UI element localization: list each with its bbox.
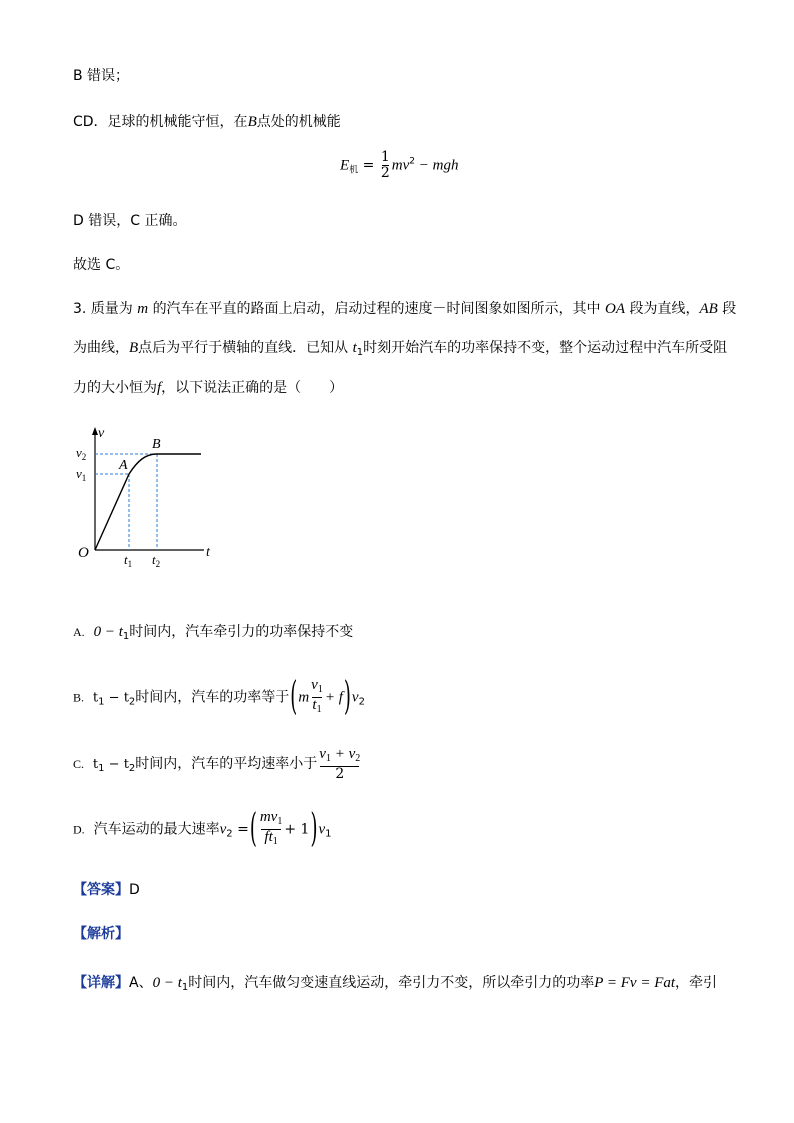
option-d-vv: v bbox=[318, 821, 326, 838]
option-b-v: v bbox=[351, 689, 359, 706]
option-b-range: t bbox=[92, 690, 99, 706]
option-c-num: v bbox=[319, 745, 326, 762]
option-b-den: t bbox=[312, 697, 317, 713]
option-d-eq: = bbox=[232, 821, 249, 838]
cd-point: B bbox=[247, 114, 257, 130]
option-b-label: B. bbox=[73, 690, 85, 705]
question-line-3 bbox=[73, 378, 343, 398]
option-c-range: t bbox=[92, 757, 99, 772]
option-c-text: 时间内，汽车的平均速率小于 bbox=[135, 756, 318, 772]
eq-e: E bbox=[340, 157, 350, 174]
option-b-plus-f: + f bbox=[324, 689, 343, 706]
option-d-plus1: + 1 bbox=[284, 821, 310, 838]
origin-label: O bbox=[78, 545, 89, 561]
eq-sub: 机 bbox=[349, 165, 359, 176]
q-oa: OA bbox=[605, 301, 626, 317]
q-ab: AB bbox=[699, 301, 718, 317]
detail-tail: ，牵引 bbox=[675, 975, 718, 991]
option-d-fraction bbox=[260, 810, 283, 849]
question-line-1 bbox=[73, 299, 736, 319]
eq-mv: mv bbox=[391, 157, 410, 174]
text-choose: 故选 C。 bbox=[73, 257, 130, 273]
v2-label: $v_2$ bbox=[76, 445, 87, 462]
option-d-num: mv bbox=[259, 809, 278, 825]
paren-left: ( bbox=[249, 805, 257, 852]
detail-sub: 1 bbox=[181, 982, 189, 993]
cd-suffix: 点处的机械能 bbox=[256, 114, 341, 130]
q-b: B bbox=[129, 340, 139, 356]
option-a-sub: 1 bbox=[122, 631, 130, 642]
option-c-dash: − t bbox=[104, 757, 129, 772]
q-text: ，以下说法正确的是（ ） bbox=[161, 380, 344, 396]
paren-left: ( bbox=[290, 673, 298, 720]
option-c-r1: 1 bbox=[98, 763, 105, 774]
point-a-label: A bbox=[119, 458, 128, 473]
t1-label: $t_1$ bbox=[124, 552, 133, 567]
answer-line bbox=[73, 880, 140, 900]
option-b-den-sub: 1 bbox=[316, 704, 322, 715]
option-a-label: A. bbox=[73, 625, 85, 639]
option-c-fraction bbox=[319, 747, 360, 782]
option-d-den: ft bbox=[264, 829, 273, 845]
detail-line bbox=[73, 973, 717, 998]
q-text: 为曲线， bbox=[73, 340, 129, 356]
option-d-den-sub: 1 bbox=[272, 836, 278, 847]
option-d-v: v bbox=[219, 821, 227, 838]
eq-sq: 2 bbox=[409, 156, 415, 167]
detail-a: A、 bbox=[129, 975, 153, 991]
option-b-text: 时间内，汽车的功率等于 bbox=[135, 689, 290, 706]
eq-fraction bbox=[381, 150, 390, 181]
option-a-math: 0 − t bbox=[93, 624, 123, 640]
cd-prefix: CD．足球的机械能守恒，在 bbox=[73, 114, 248, 130]
q-text: 时刻开始汽车的功率保持不变，整个运动过程中汽车所受阻 bbox=[363, 340, 728, 356]
option-c-label: C. bbox=[73, 757, 85, 771]
q-t: t bbox=[352, 340, 357, 356]
detail-math: 0 − t bbox=[152, 975, 182, 991]
option-b-fraction bbox=[311, 678, 323, 717]
eq-den: 2 bbox=[380, 165, 390, 181]
detail-formula: P = Fv = Fat bbox=[594, 975, 676, 991]
option-b-v-sub: 2 bbox=[358, 696, 365, 708]
option-c-plus: + v bbox=[330, 745, 356, 762]
option-b-m: m bbox=[298, 689, 310, 706]
option-b-r1: 1 bbox=[98, 696, 105, 708]
analysis-tag: 【解析】 bbox=[73, 926, 129, 942]
eq-rest: − mgh bbox=[414, 157, 459, 174]
option-c-r2: 2 bbox=[128, 763, 136, 774]
axis-v-label: v bbox=[98, 426, 105, 441]
option-d bbox=[73, 805, 332, 853]
t2-label: $t_2$ bbox=[152, 552, 161, 567]
paren-right: ) bbox=[343, 673, 351, 720]
q-text: 质量为 bbox=[90, 301, 133, 317]
option-c-num2: 2 bbox=[355, 752, 361, 764]
answer-tag: 【答案】 bbox=[73, 882, 129, 898]
q-t-sub: 1 bbox=[356, 347, 364, 358]
eq-equals: = bbox=[358, 157, 375, 174]
energy-equation bbox=[340, 150, 458, 182]
option-b-num-sub: 1 bbox=[317, 684, 323, 695]
q-text: 的汽车在平直的路面上启动，启动过程的速度－时间图象如图所示，其中 bbox=[152, 301, 601, 317]
analysis-line bbox=[73, 924, 129, 944]
q-text: 段 bbox=[722, 301, 737, 317]
option-d-vv-sub: 1 bbox=[325, 828, 332, 840]
v1-label: $v_1$ bbox=[76, 466, 87, 483]
text-b-wrong: B 错误； bbox=[73, 68, 130, 84]
answer-value: D bbox=[129, 882, 140, 898]
q-f: f bbox=[157, 380, 162, 396]
detail-text: 时间内，汽车做匀变速直线运动，牵引力不变，所以牵引力的功率 bbox=[188, 975, 595, 991]
q-text: 段为直线， bbox=[629, 301, 700, 317]
option-d-num-sub: 1 bbox=[277, 816, 283, 827]
option-b bbox=[73, 673, 365, 721]
q-text: 力的大小恒为 bbox=[73, 380, 157, 396]
velocity-time-graph bbox=[70, 422, 220, 567]
option-b-r2: 2 bbox=[128, 696, 136, 708]
option-d-label: D. bbox=[73, 822, 85, 837]
paren-right: ) bbox=[310, 805, 318, 852]
text-cd bbox=[73, 112, 341, 132]
option-c-num1: 1 bbox=[325, 752, 331, 764]
option-c-den: 2 bbox=[335, 765, 345, 782]
option-b-dash: − t bbox=[104, 690, 129, 706]
option-a bbox=[73, 622, 353, 647]
option-a-text: 时间内，汽车牵引力的功率保持不变 bbox=[129, 624, 354, 640]
q-text: 点后为平行于横轴的直线．已知从 bbox=[138, 340, 349, 356]
eq-num: 1 bbox=[380, 149, 390, 165]
option-b-num: v bbox=[311, 677, 318, 693]
q-mass: m bbox=[137, 301, 149, 317]
detail-tag: 【详解】 bbox=[73, 975, 129, 991]
option-d-v-sub: 2 bbox=[226, 828, 233, 840]
option-d-text: 汽车运动的最大速率 bbox=[93, 821, 220, 838]
question-number: 3. bbox=[73, 301, 87, 317]
v-t-curve bbox=[95, 454, 201, 550]
text-d-wrong: D 错误，C 正确。 bbox=[73, 213, 187, 229]
axis-t-label: t bbox=[206, 545, 210, 560]
point-b-label: B bbox=[152, 437, 161, 452]
option-c bbox=[73, 746, 362, 787]
question-line-2 bbox=[73, 338, 727, 363]
